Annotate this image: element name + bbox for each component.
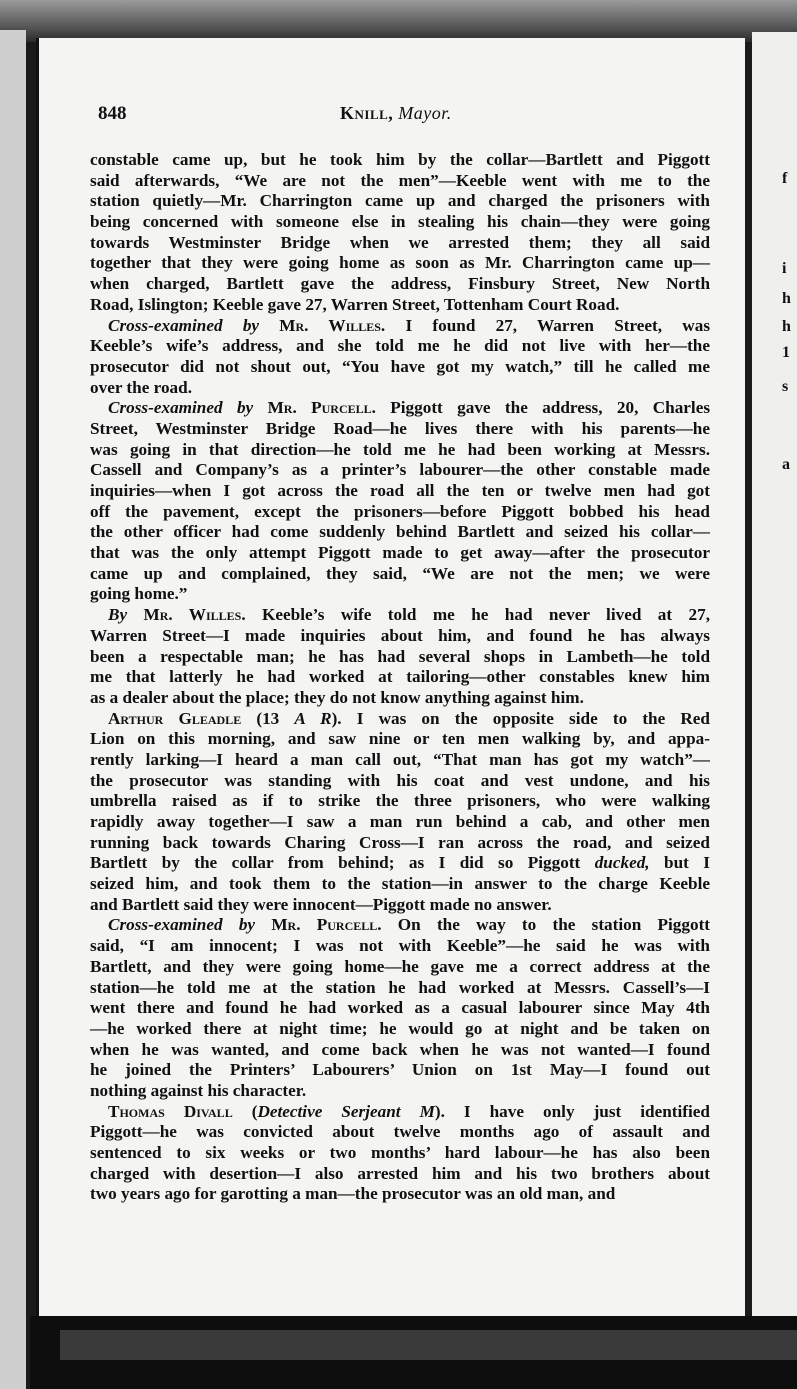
scan-left-margin <box>0 30 26 1389</box>
text-run: going home.” <box>90 584 188 604</box>
speaker-name: Mr. Purcell. <box>267 398 376 418</box>
text-line <box>90 936 710 957</box>
text-line <box>90 191 710 212</box>
text-run: and Bartlett said they were innocent—Piggott made no answer. <box>90 894 552 914</box>
paragraph-p6 <box>90 915 710 1101</box>
text-run: Piggott gave the address, 20, Charles <box>375 398 711 418</box>
text-line <box>90 667 710 688</box>
text-line <box>90 419 710 440</box>
text-line <box>90 357 710 378</box>
paragraph-p4 <box>90 605 710 708</box>
body-text <box>90 150 710 1205</box>
text-run: Bartlett by the collar from behind; as I did so Piggott <box>90 853 595 873</box>
text-run: went there and found he had worked as a casual labourer since May 4th <box>90 998 710 1018</box>
text-line <box>90 336 710 357</box>
text-run: when charged, Bartlett gave the address, Finsbury Street, New North <box>90 274 710 294</box>
italic-text: A R <box>294 708 332 728</box>
text-run: ( <box>232 1101 258 1121</box>
paragraph-p5 <box>90 709 710 916</box>
paragraph-p7 <box>90 1102 710 1205</box>
text-run: seized him, and took them to the station—in answer to the charge Keeble <box>90 874 710 894</box>
text-line <box>90 233 710 254</box>
text-line <box>90 771 710 792</box>
text-run: when he was wanted, and come back when he was not wanted—I found <box>90 1039 710 1059</box>
scan-top-edge <box>0 0 797 42</box>
text-run: off the pavement, except the prisoners—before Piggott bobbed his head <box>90 501 710 521</box>
paragraph-p1 <box>90 150 710 316</box>
text-line <box>90 584 710 605</box>
text-run: station quietly—Mr. Charrington came up and charged the prisoners with <box>90 191 710 211</box>
text-run: been a respectable man; he has had several shops in Lambeth—he told <box>90 646 710 666</box>
text-line <box>90 522 710 543</box>
text-run: sentenced to six weeks or two months’ hard labour—he has also been <box>90 1143 710 1162</box>
text-line <box>90 1019 710 1040</box>
text-run: prosecutor did not shout out, “You have got my watch,” till he called me <box>90 356 710 376</box>
text-line <box>90 460 710 481</box>
text-run: towards Westminster Bridge when we arrested them; they all said <box>90 232 710 252</box>
text-run: Street, Westminster Bridge Road—he lives there with his parents—he <box>90 418 710 438</box>
text-run: Piggott—he was convicted about twelve months ago of assault and <box>90 1122 710 1142</box>
text-run <box>127 605 143 624</box>
facing-page-fragment: h <box>782 318 791 335</box>
speaker-name: Mr. Willes. <box>143 605 246 625</box>
paragraph-p3 <box>90 398 710 605</box>
facing-page-edge <box>752 32 797 1322</box>
text-run: (13 <box>241 708 295 728</box>
running-head-title: Mayor. <box>398 103 452 123</box>
text-run: ). I have only just identified <box>434 1101 710 1121</box>
text-run: over the road. <box>90 377 192 397</box>
text-line <box>90 212 710 233</box>
text-run: —he worked there at night time; he would go at night and be taken on <box>90 1018 710 1038</box>
facing-page-fragment: i <box>782 260 787 277</box>
text-run: station—he told me at the station he had worked at Messrs. Cassell’s—I <box>90 977 710 997</box>
text-run: running back towards Charing Cross—I ran across the road, and seized <box>90 832 710 852</box>
text-line <box>90 274 710 295</box>
text-line <box>90 1164 710 1185</box>
text-line <box>90 398 710 419</box>
text-run: Keeble’s wife told me he had never lived at 27, <box>245 605 711 625</box>
text-run: Bartlett, and they were going home—he gave me a correct address at the <box>90 956 710 976</box>
text-run: but I <box>649 853 710 873</box>
text-line <box>90 481 710 502</box>
text-line <box>90 895 710 916</box>
text-line <box>90 1143 710 1164</box>
text-run: two years ago for garotting a man—the prosecutor was an old man, and <box>90 1184 616 1204</box>
page-header <box>90 103 710 129</box>
text-run: rently larking—I heard a man call out, “That man has got my watch”— <box>90 749 710 769</box>
text-run: constable came up, but he took him by the collar—Bartlett and Piggott <box>90 150 710 169</box>
text-line <box>90 440 710 461</box>
running-head-name: Knill, <box>340 103 394 123</box>
text-line <box>90 1102 710 1123</box>
speaker-name: Mr. Willes. <box>279 315 386 335</box>
italic-text: Cross-examined by <box>108 315 260 335</box>
text-line <box>90 729 710 750</box>
text-line <box>90 1122 710 1143</box>
text-run: that was the only attempt Piggott made to get away—after the prosecutor <box>90 543 710 563</box>
running-head <box>340 103 452 124</box>
text-run: inquiries—when I got across the road all the ten or twelve men had got <box>90 481 710 500</box>
facing-page-fragment: a <box>782 456 790 473</box>
text-line <box>90 1040 710 1061</box>
text-run: charged with desertion—I also arrested him and his two brothers about <box>90 1163 710 1183</box>
text-run: together that they were going home as soon as Mr. Charrington came up— <box>90 253 710 273</box>
italic-text: Cross-examined by <box>108 915 256 935</box>
text-line <box>90 874 710 895</box>
text-line <box>90 1184 710 1205</box>
text-line <box>90 1060 710 1081</box>
page-number: 848 <box>98 103 127 124</box>
text-line <box>90 564 710 585</box>
italic-text: Detective Serjeant M <box>257 1101 435 1121</box>
text-run: Warren Street—I made inquiries about him, and found he has always <box>90 625 710 645</box>
text-run <box>253 398 267 417</box>
italic-text: Cross-examined by <box>108 398 254 418</box>
text-line <box>90 502 710 523</box>
text-run <box>259 316 279 335</box>
text-run: me that latterly he had worked at tailoring—other constables knew him <box>90 667 710 687</box>
text-line <box>90 812 710 833</box>
facing-page-fragment: h <box>782 290 791 307</box>
text-run: he joined the Printers’ Labourers’ Union on 1st May—I found out <box>90 1060 710 1080</box>
text-run: was going in that direction—he told me he had been working at Messrs. <box>90 439 710 459</box>
text-line <box>90 543 710 564</box>
speaker-name: Mr. Purcell. <box>271 915 382 935</box>
text-line <box>90 833 710 854</box>
text-run: as a dealer about the place; they do not know anything against him. <box>90 687 584 707</box>
text-run: rapidly away together—I saw a man run behind a cab, and other men <box>90 812 710 831</box>
text-run <box>255 915 271 934</box>
speaker-name: Arthur Gleadle <box>108 708 242 728</box>
italic-text: By <box>108 605 128 625</box>
text-line <box>90 295 710 316</box>
text-line <box>90 978 710 999</box>
facing-page-fragment: s <box>782 378 789 395</box>
text-run: being concerned with someone else in stealing his chain—they were going <box>90 212 710 232</box>
text-line <box>90 150 710 171</box>
text-line <box>90 709 710 730</box>
text-line <box>90 647 710 668</box>
facing-page-fragment: f <box>782 170 788 187</box>
text-run: Cassell and Company’s as a printer’s labourer—the other constable made <box>90 460 710 480</box>
text-line <box>90 171 710 192</box>
text-line <box>90 915 710 936</box>
text-run: Keeble’s wife’s address, and she told me he did not live with her—the <box>90 336 710 356</box>
text-run: nothing against his character. <box>90 1080 307 1100</box>
text-run: Lion on this morning, and saw nine or ten men walking by, and appa- <box>90 729 710 749</box>
text-line <box>90 253 710 274</box>
text-line <box>90 957 710 978</box>
text-line <box>90 998 710 1019</box>
text-line <box>90 626 710 647</box>
italic-text: ducked, <box>594 853 650 873</box>
text-line <box>90 1081 710 1102</box>
text-line <box>90 791 710 812</box>
text-line <box>90 316 710 337</box>
text-run: On the way to the station Piggott <box>381 915 711 935</box>
text-run: ). I was on the opposite side to the Red <box>331 708 710 728</box>
text-line <box>90 378 710 399</box>
text-line <box>90 688 710 709</box>
facing-page-fragment: 1 <box>782 344 790 361</box>
text-run: the other officer had come suddenly behind Bartlett and seized his collar— <box>90 522 710 542</box>
text-run: I found 27, Warren Street, was <box>385 315 711 335</box>
text-line <box>90 605 710 626</box>
text-run: said, “I am innocent; I was not with Keeble”—he said he was with <box>90 936 710 956</box>
text-run: the prosecutor was standing with his coat and vest undone, and his <box>90 770 710 790</box>
paragraph-p2 <box>90 316 710 399</box>
text-line <box>90 853 710 874</box>
book-spine-band <box>60 1330 797 1360</box>
text-line <box>90 750 710 771</box>
text-run: came up and complained, they said, “We are not the men; we were <box>90 563 710 583</box>
text-run: Road, Islington; Keeble gave 27, Warren Street, Tottenham Court Road. <box>90 294 620 314</box>
speaker-name: Thomas Divall <box>108 1101 233 1121</box>
text-run: umbrella raised as if to strike the three prisoners, who were walking <box>90 791 710 811</box>
text-run: said afterwards, “We are not the men”—Keeble went with me to the <box>90 170 710 190</box>
